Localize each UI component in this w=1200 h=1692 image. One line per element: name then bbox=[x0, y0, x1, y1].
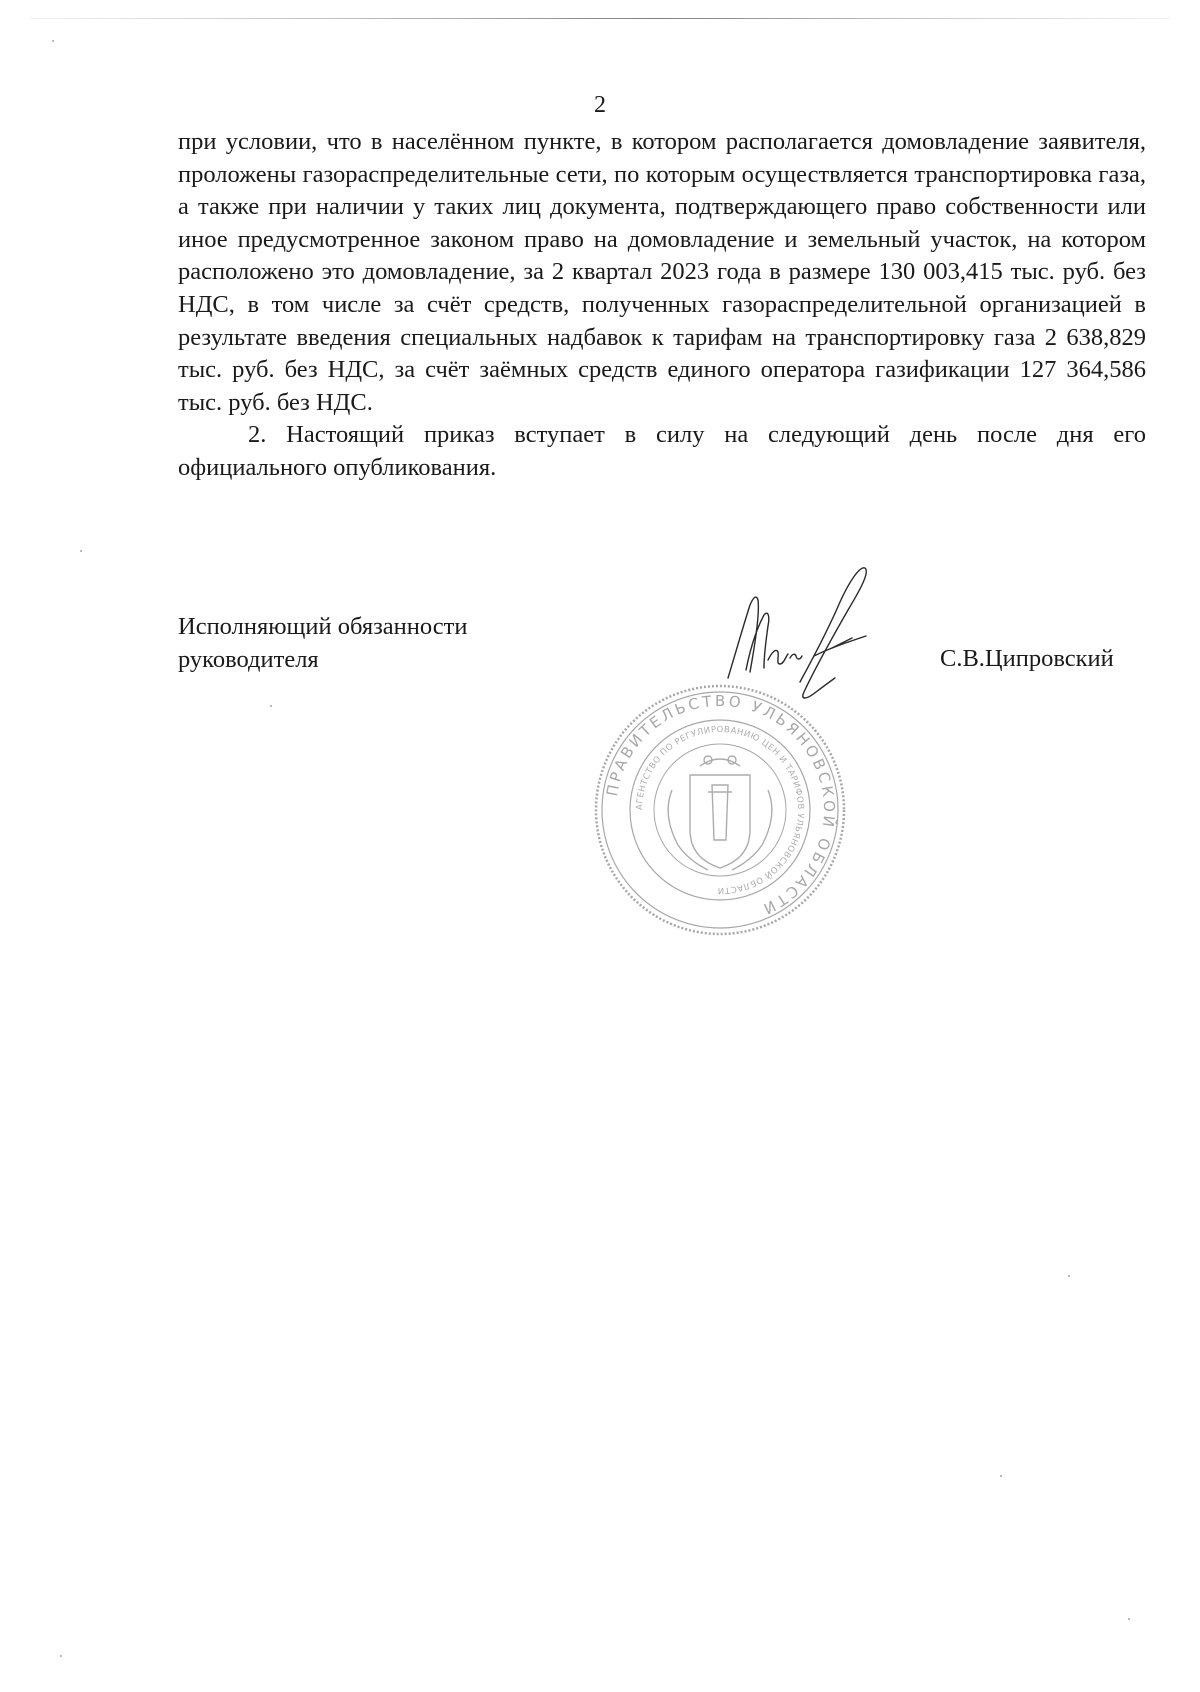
document-body bbox=[178, 126, 1146, 485]
handwritten-signature bbox=[720, 560, 930, 730]
signer-name: С.В.Ципровский bbox=[940, 645, 1114, 672]
scan-speck bbox=[270, 705, 272, 707]
scan-speck bbox=[80, 550, 82, 552]
signer-position bbox=[178, 611, 467, 676]
scan-speck bbox=[60, 1655, 62, 1657]
seal-outer-text: ПРАВИТЕЛЬСТВО УЛЬЯНОВСКОЙ ОБЛАСТИ bbox=[602, 691, 839, 919]
scan-speck bbox=[52, 40, 54, 42]
svg-text:АГЕНТСТВО ПО РЕГУЛИРОВАНИЮ ЦЕН bbox=[635, 725, 805, 895]
signer-position-line-1: Исполняющий обязанности bbox=[178, 613, 468, 640]
page-number: 2 bbox=[594, 92, 606, 118]
paragraph-1: при условии, что в населённом пункте, в котором располагается домовладение заявителя, проложены газораспределительные сети, по которым осуществляется транспортировка газа, а также при наличии у таких лиц документа, подтверждающего право собственности или иное предусмотренное законом право на домовладение и земельный участок, на котором расположено это домовладение, за 2 квартал 2023 года в размере 130 003,415 тыс. руб. без НДС, в том числе за счёт средств, полученных газораспределительной организацией в результате введения специальных надбавок к тарифам на транспортировку газа 2 638,829 тыс. руб. без НДС, за счёт заёмных средств единого оператора газификации 127 364,586 тыс. руб. без НДС. bbox=[178, 128, 1146, 416]
paragraph-2: 2. Настоящий приказ вступает в силу на следующий день после дня его официального опубликования. bbox=[178, 421, 1146, 481]
scan-speck bbox=[1068, 1275, 1070, 1277]
signer-position-line-2: руководителя bbox=[178, 645, 319, 673]
scan-edge-line bbox=[30, 18, 1170, 19]
seal-inner-text: АГЕНТСТВО ПО РЕГУЛИРОВАНИЮ ЦЕН И ТАРИФОВ УЛЬЯНОВСКОЙ ОБЛАСТИ bbox=[634, 724, 806, 896]
coat-of-arms-icon bbox=[668, 756, 772, 870]
scan-speck bbox=[1000, 1475, 1002, 1477]
scan-speck bbox=[1128, 1618, 1130, 1620]
